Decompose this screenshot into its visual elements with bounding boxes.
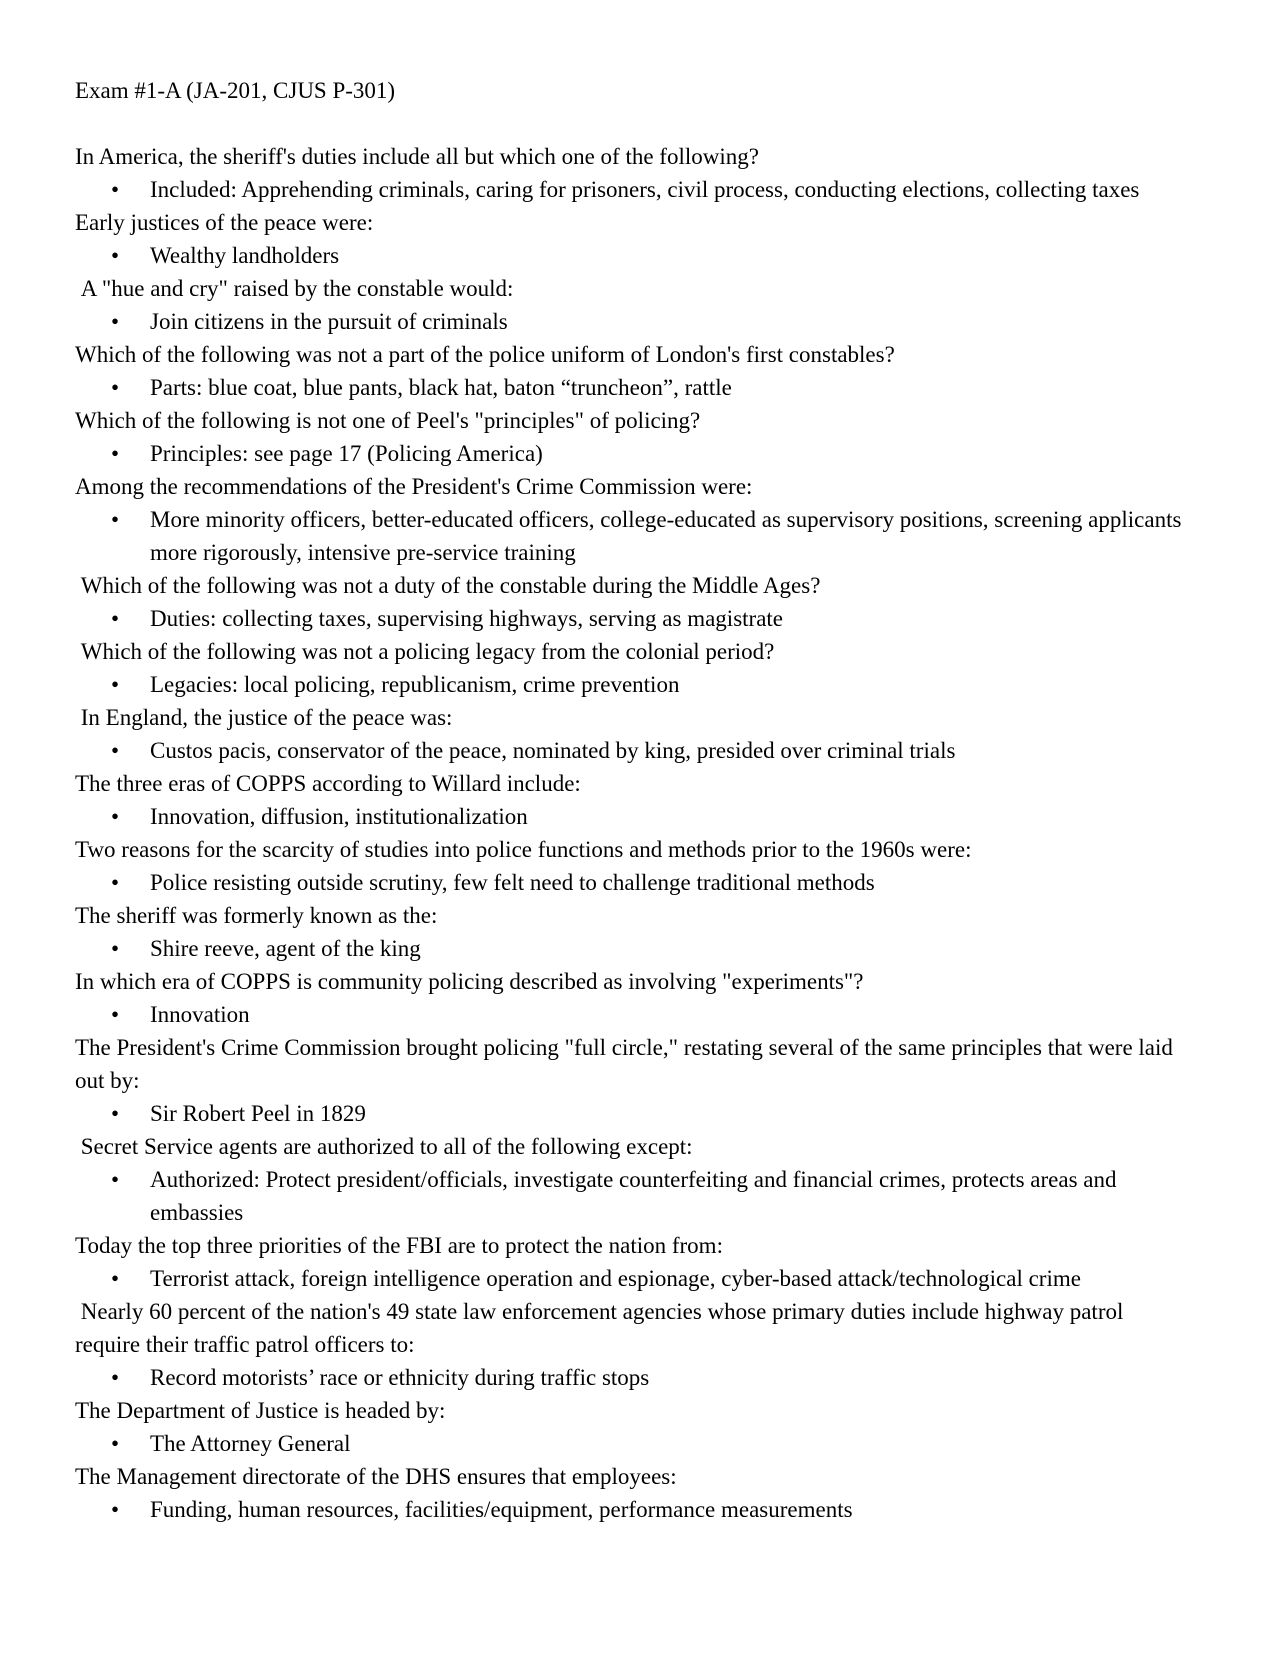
bullet-icon: •	[111, 1266, 120, 1291]
answer-list	[75, 239, 1185, 272]
answer-text: Join citizens in the pursuit of criminals	[150, 309, 508, 334]
question-text: Among the recommendations of the President's Crime Commission were:	[75, 474, 753, 499]
answer-list	[75, 998, 1185, 1031]
question-text: The Management directorate of the DHS ensures that employees:	[75, 1464, 677, 1489]
question-text: The President's Crime Commission brought policing "full circle," restating several of the same principles that were laid out by:	[75, 1035, 1179, 1093]
bullet-icon: •	[111, 1497, 120, 1522]
bullet-icon: •	[111, 309, 120, 334]
bullet-icon: •	[111, 1167, 120, 1192]
answer-item	[75, 1493, 1185, 1526]
answer-list	[75, 503, 1185, 569]
question-text: Two reasons for the scarcity of studies into police functions and methods prior to the 1960s were:	[75, 837, 972, 862]
answer-list	[75, 1493, 1185, 1526]
answer-list	[75, 371, 1185, 404]
answer-text: Custos pacis, conservator of the peace, nominated by king, presided over criminal trials	[150, 738, 956, 763]
document-title: Exam #1-A (JA-201, CJUS P-301)	[75, 78, 396, 103]
bullet-icon: •	[111, 1365, 120, 1390]
answer-list	[75, 1097, 1185, 1130]
answer-text: Terrorist attack, foreign intelligence operation and espionage, cyber-based attack/technological crime	[150, 1266, 1081, 1291]
answer-item	[75, 437, 1185, 470]
answer-text: Included: Apprehending criminals, caring for prisoners, civil process, conducting elections, collecting taxes	[150, 177, 1140, 202]
answer-list	[75, 1361, 1185, 1394]
answer-list	[75, 932, 1185, 965]
question-text: Which of the following was not a policing legacy from the colonial period?	[75, 639, 775, 664]
answer-list	[75, 866, 1185, 899]
answer-text: Record motorists’ race or ethnicity during traffic stops	[150, 1365, 650, 1390]
answer-item	[75, 503, 1185, 569]
bullet-icon: •	[111, 1101, 120, 1126]
answer-item	[75, 1097, 1185, 1130]
answer-text: Duties: collecting taxes, supervising highways, serving as magistrate	[150, 606, 784, 631]
answer-list	[75, 668, 1185, 701]
answer-list	[75, 1262, 1185, 1295]
bullet-icon: •	[111, 1002, 120, 1027]
answer-text: Shire reeve, agent of the king	[150, 936, 421, 961]
answer-text: Principles: see page 17 (Policing America)	[150, 441, 543, 466]
answer-item	[75, 800, 1185, 833]
question-text: Which of the following is not one of Peel's "principles" of policing?	[75, 408, 701, 433]
answer-item	[75, 734, 1185, 767]
bullet-icon: •	[111, 936, 120, 961]
answer-text: Parts: blue coat, blue pants, black hat, baton “truncheon”, rattle	[150, 375, 732, 400]
answer-list	[75, 800, 1185, 833]
bullet-icon: •	[111, 375, 120, 400]
question-text: The sheriff was formerly known as the:	[75, 903, 438, 928]
question-text: A "hue and cry" raised by the constable would:	[75, 276, 514, 301]
answer-list	[75, 1427, 1185, 1460]
question-text: Which of the following was not a part of the police uniform of London's first constables?	[75, 342, 895, 367]
answer-item	[75, 1427, 1185, 1460]
question-text: Early justices of the peace were:	[75, 210, 374, 235]
answer-item	[75, 602, 1185, 635]
answer-item	[75, 1163, 1185, 1229]
question-text: The three eras of COPPS according to Willard include:	[75, 771, 581, 796]
answer-text: Legacies: local policing, republicanism, crime prevention	[150, 672, 680, 697]
answer-text: Sir Robert Peel in 1829	[150, 1101, 366, 1126]
question-text: The Department of Justice is headed by:	[75, 1398, 446, 1423]
bullet-icon: •	[111, 177, 120, 202]
answer-item	[75, 173, 1185, 206]
answer-item	[75, 371, 1185, 404]
answer-text: Innovation	[150, 1002, 250, 1027]
document-page	[75, 74, 1185, 1526]
question-text: Today the top three priorities of the FBI are to protect the nation from:	[75, 1233, 723, 1258]
answer-item	[75, 239, 1185, 272]
answer-text: Police resisting outside scrutiny, few felt need to challenge traditional methods	[150, 870, 875, 895]
answer-text: The Attorney General	[150, 1431, 351, 1456]
question-text: Secret Service agents are authorized to all of the following except:	[75, 1134, 693, 1159]
bullet-icon: •	[111, 804, 120, 829]
answer-text: Wealthy landholders	[150, 243, 340, 268]
answer-list	[75, 1163, 1185, 1229]
answer-item	[75, 1361, 1185, 1394]
answer-item	[75, 305, 1185, 338]
bullet-icon: •	[111, 870, 120, 895]
question-text: Nearly 60 percent of the nation's 49 state law enforcement agencies whose primary duties include highway patrol require their traffic patrol officers to:	[75, 1299, 1130, 1357]
answer-item	[75, 668, 1185, 701]
bullet-icon: •	[111, 672, 120, 697]
bullet-icon: •	[111, 441, 120, 466]
answer-list	[75, 602, 1185, 635]
question-list	[75, 140, 1185, 1526]
answer-item	[75, 866, 1185, 899]
question-text: Which of the following was not a duty of the constable during the Middle Ages?	[75, 573, 821, 598]
question-text: In America, the sheriff's duties include all but which one of the following?	[75, 144, 759, 169]
question-text: In which era of COPPS is community policing described as involving "experiments"?	[75, 969, 864, 994]
bullet-icon: •	[111, 738, 120, 763]
bullet-icon: •	[111, 243, 120, 268]
bullet-icon: •	[111, 1431, 120, 1456]
answer-list	[75, 173, 1185, 206]
answer-list	[75, 734, 1185, 767]
answer-list	[75, 305, 1185, 338]
bullet-icon: •	[111, 606, 120, 631]
answer-item	[75, 932, 1185, 965]
answer-item	[75, 998, 1185, 1031]
answer-item	[75, 1262, 1185, 1295]
answer-list	[75, 437, 1185, 470]
answer-text: Funding, human resources, facilities/equipment, performance measurements	[150, 1497, 853, 1522]
question-text: In England, the justice of the peace was:	[75, 705, 453, 730]
bullet-icon: •	[111, 507, 120, 532]
answer-text: Innovation, diffusion, institutionalization	[150, 804, 528, 829]
answer-text: More minority officers, better-educated officers, college-educated as supervisory positions, screening applicants more rigorously, intensive pre-service training	[150, 507, 1182, 565]
answer-text: Authorized: Protect president/officials, investigate counterfeiting and financial crimes, protects areas and embassies	[150, 1167, 1117, 1225]
